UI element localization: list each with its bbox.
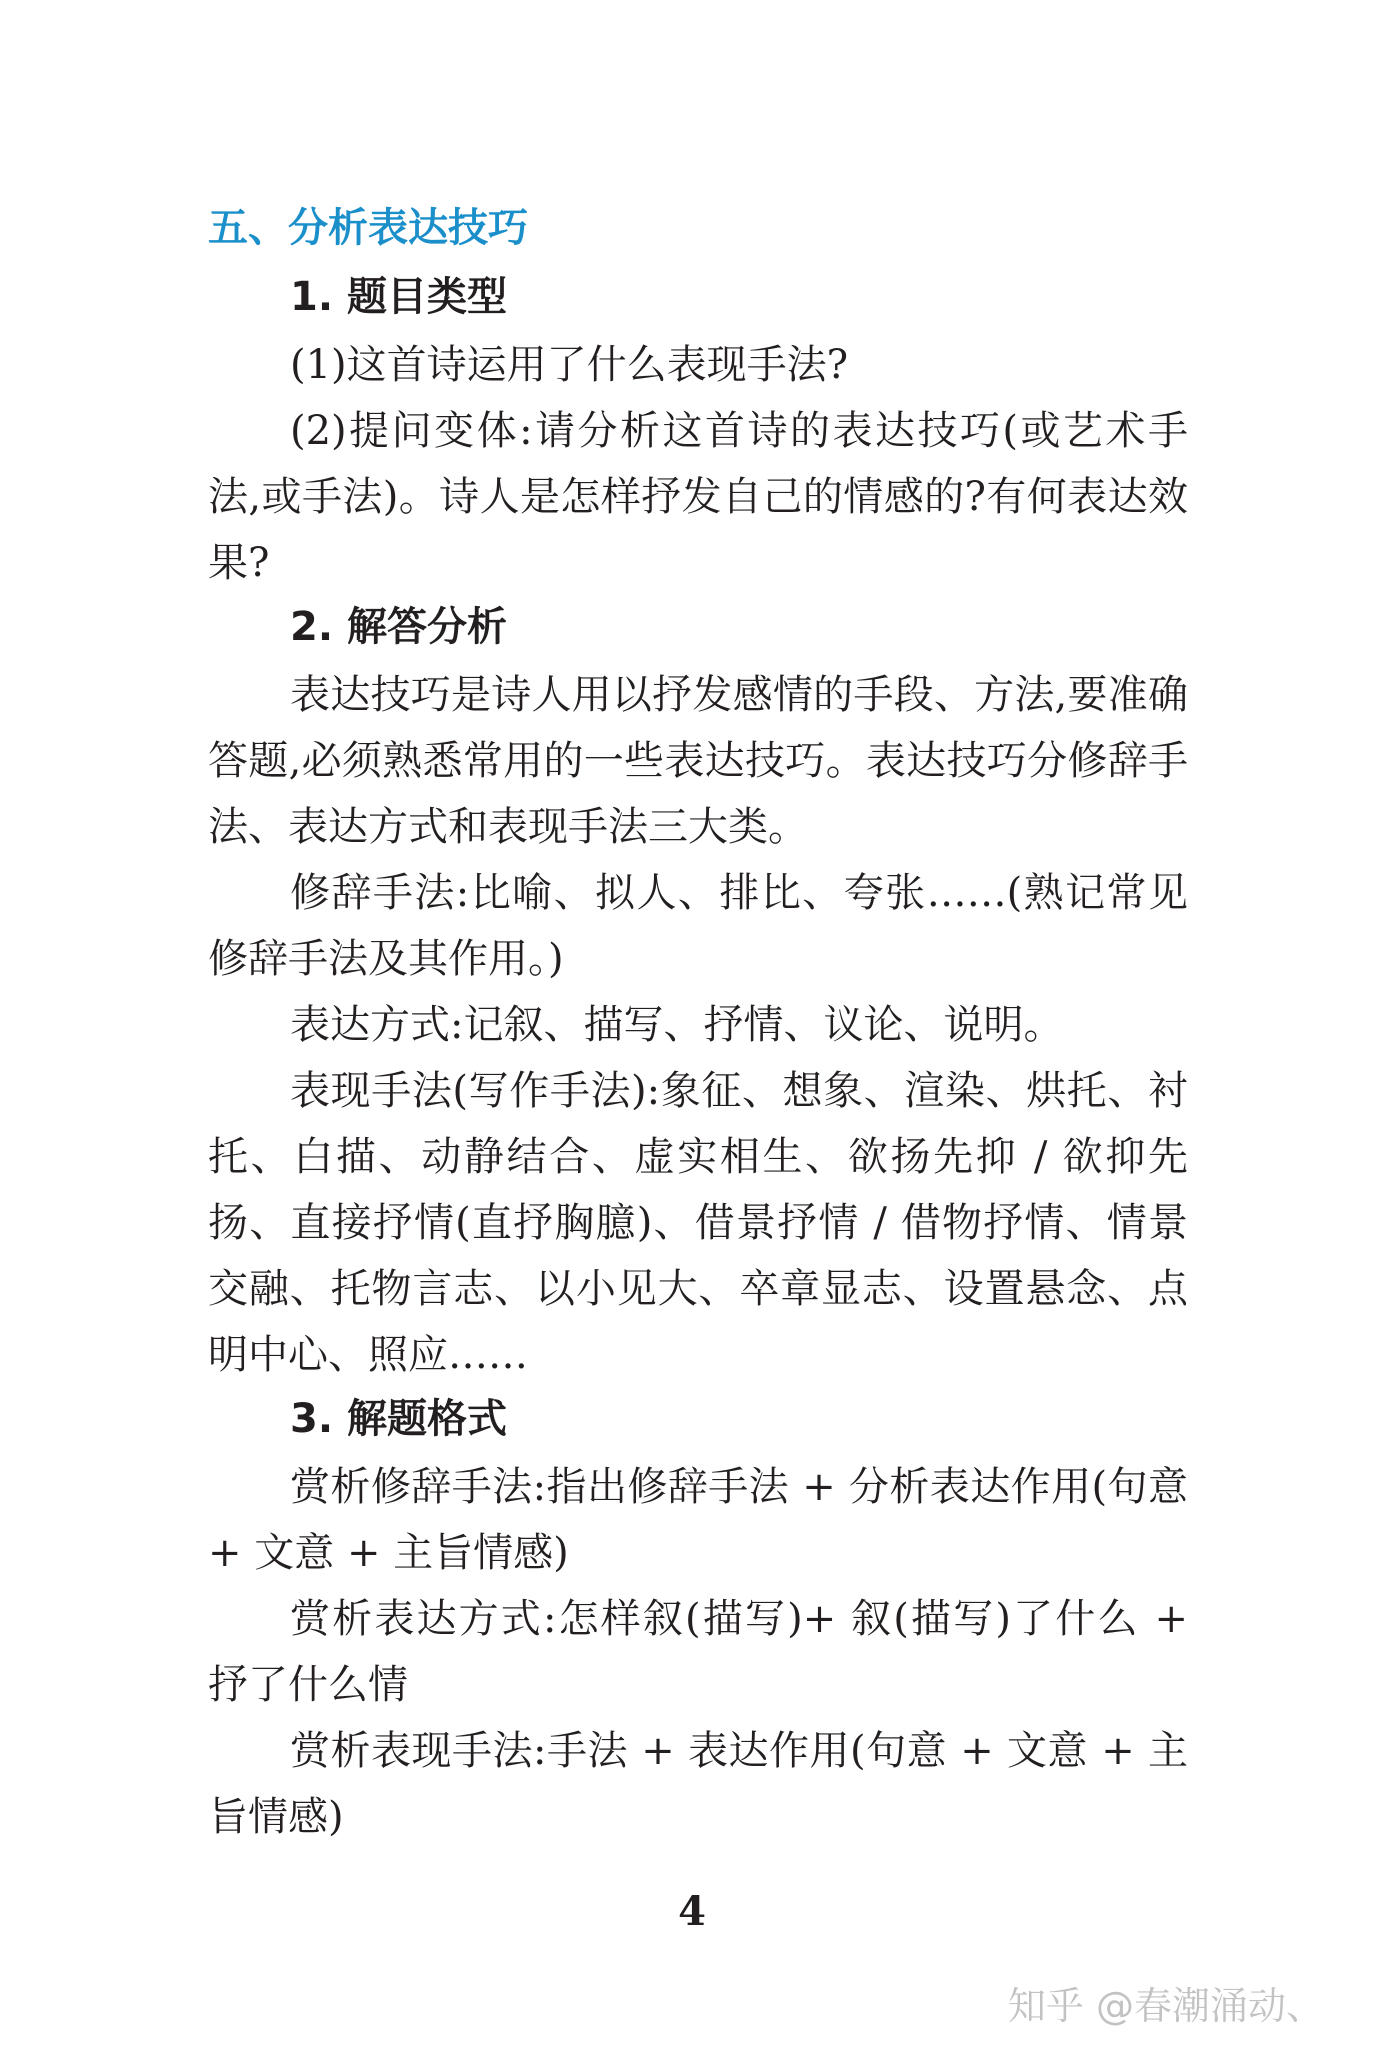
heading-answer-format: 3. 解题格式: [290, 1396, 507, 1442]
paragraph-expression-modes: 表达方式:记叙、描写、抒情、议论、说明。: [290, 1002, 1064, 1048]
paragraph-writing-techniques: 表现手法(写作手法):象征、想象、渲染、烘托、衬托、白描、动静结合、虚实相生、欲扬先抑 / 欲抑先扬、直接抒情(直抒胸臆)、借景抒情 / 借物抒情、情景交融、托物言志、以小见大、卒章显志、设置悬念、点明中心、照应……: [208, 1068, 1188, 1378]
paragraph-analysis-intro: 表达技巧是诗人用以抒发感情的手段、方法,要准确答题,必须熟悉常用的一些表达技巧。表达技巧分修辞手法、表达方式和表现手法三大类。: [208, 672, 1188, 850]
paragraph-format-expression: 赏析表达方式:怎样叙(描写)+ 叙(描写)了什么 + 抒了什么情: [208, 1596, 1188, 1708]
heading-answer-analysis: 2. 解答分析: [290, 604, 507, 650]
heading-question-type: 1. 题目类型: [290, 274, 507, 320]
paragraph-question-variant: (2)提问变体:请分析这首诗的表达技巧(或艺术手法,或手法)。诗人是怎样抒发自己的情感的?有何表达效果?: [208, 408, 1188, 586]
paragraph-rhetoric: 修辞手法:比喻、拟人、排比、夸张……(熟记常见修辞手法及其作用。): [208, 870, 1188, 982]
section-title: 五、分析表达技巧: [208, 205, 528, 251]
paragraph-format-rhetoric: 赏析修辞手法:指出修辞手法 + 分析表达作用(句意 + 文意 + 主旨情感): [208, 1464, 1188, 1576]
page-number: 4: [678, 1888, 706, 1935]
document-body: [208, 198, 1188, 1850]
paragraph-question-1: (1)这首诗运用了什么表现手法?: [290, 342, 849, 388]
watermark: 知乎 @春潮涌动、: [1007, 1984, 1324, 2028]
paragraph-format-technique: 赏析表现手法:手法 + 表达作用(句意 + 文意 + 主旨情感): [208, 1728, 1188, 1840]
